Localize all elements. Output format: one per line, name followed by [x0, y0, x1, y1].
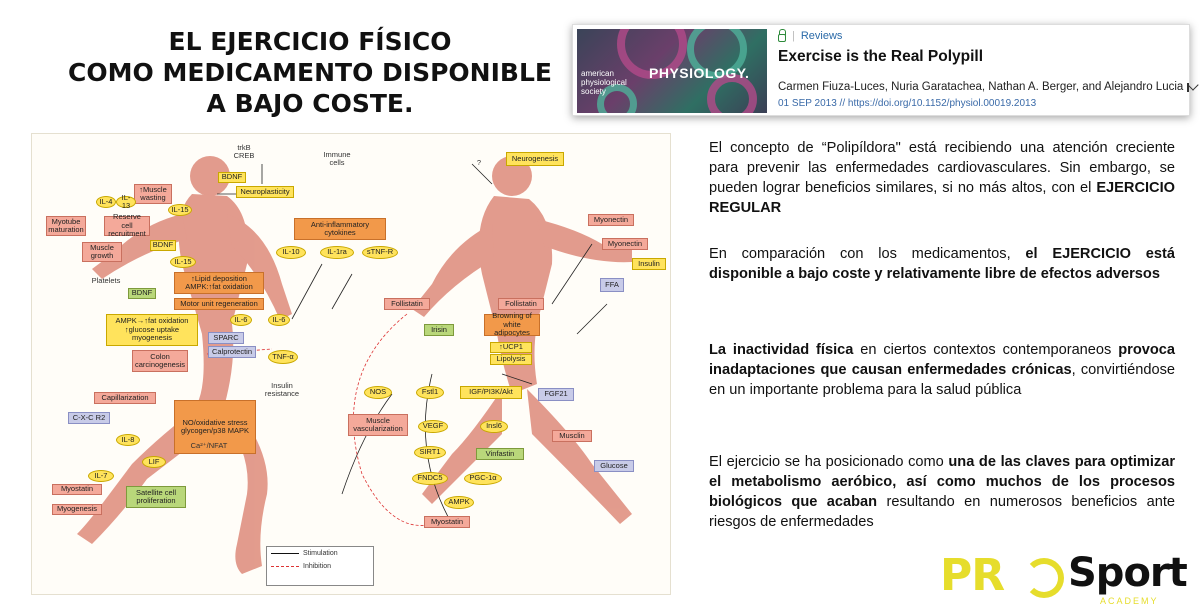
- node-insl6: Insl6: [480, 420, 508, 433]
- paragraph-4: El ejercicio se ha posicionado como una de las claves para optimizar el metabolismo aeróbico, así como muchos de los procesos biológicos que acaban resultando en numerosos beneficios ante riesgos de enfermedades: [709, 454, 1175, 530]
- node-musclin: Musclin: [552, 430, 592, 442]
- node-no-oxidative-stress: NO/oxidative stress glycogen/p38 MAPK: [174, 400, 256, 454]
- node-fstl1: Fstl1: [416, 386, 444, 399]
- node-il4: IL-4: [96, 196, 116, 208]
- node-igf-pi3k-akt: IGF/PI3K/Akt: [460, 386, 522, 399]
- node-muscle-vascularization: Muscle vascularization: [348, 414, 408, 436]
- node-motor-unit: Motor unit regeneration: [174, 298, 264, 310]
- node-stnfr: sTNF-R: [362, 246, 398, 259]
- node-vinfastin: Vinfastin: [476, 448, 524, 460]
- node-lipid-deposition: ↑Lipid deposition AMPK:↑fat oxidation: [174, 272, 264, 294]
- node-myonectin-1: Myonectin: [588, 214, 634, 226]
- node-colon-carcinogenesis: Colon carcinogenesis: [132, 350, 188, 372]
- node-bdnf-3: BDNF: [128, 288, 156, 299]
- node-myonectin-2: Myonectin: [602, 238, 648, 250]
- node-fndc5: FNDC5: [412, 472, 448, 485]
- node-il1ra: IL-1ra: [320, 246, 354, 259]
- node-follistatin-2: Follistatin: [498, 298, 544, 310]
- label-immune-cells: Immune cells: [323, 149, 351, 167]
- node-muscle-wasting: ↑Muscle wasting: [134, 184, 172, 204]
- node-calprotectin: Calprotectin: [208, 346, 256, 358]
- section-label[interactable]: Reviews: [800, 30, 843, 42]
- node-pgc1a: PGC-1α: [464, 472, 502, 485]
- node-satellite-cell: Satellite cell proliferation: [126, 486, 186, 508]
- publisher-name: american physiological society: [581, 69, 627, 96]
- node-capillarization: Capillarization: [94, 392, 156, 404]
- node-ucp1: ↑UCP1: [490, 342, 532, 353]
- date-separator: //: [839, 98, 846, 109]
- exercise-myokine-diagram: [31, 133, 671, 595]
- title-line-1: EL EJERCICIO FÍSICO: [168, 27, 452, 56]
- node-bdnf-2: BDNF: [150, 240, 176, 251]
- node-neuroplasticity: Neuroplasticity: [236, 186, 294, 198]
- node-glucose: Glucose: [594, 460, 634, 472]
- node-il10: IL-10: [276, 246, 306, 259]
- node-il15-a: IL-15: [168, 204, 192, 216]
- title-line-2: COMO MEDICAMENTO DISPONIBLE: [68, 58, 552, 87]
- node-nos: NOS: [364, 386, 392, 399]
- node-myogenesis: Myogenesis: [52, 504, 102, 515]
- node-il6-a: IL-6: [230, 314, 252, 326]
- node-muscle-growth: Muscle growth: [82, 242, 122, 262]
- node-insulin: Insulin: [632, 258, 666, 270]
- node-ampk-fat-oxidation: AMPK→↑fat oxidation ↑glucose uptake myogenesis: [106, 314, 198, 346]
- node-irisin: Irisin: [424, 324, 454, 336]
- title-line-3: A BAJO COSTE.: [206, 89, 414, 118]
- node-myotube-maturation: Myotube maturation: [46, 216, 86, 236]
- node-anti-inflammatory: Anti-inflammatory cytokines: [294, 218, 386, 240]
- node-il7: IL-7: [88, 470, 114, 482]
- node-il15-b: IL-15: [170, 256, 196, 268]
- node-fgf21: FGF21: [538, 388, 574, 401]
- lock-icon: [778, 34, 786, 42]
- node-browning: Browning of white adipocytes: [484, 314, 540, 336]
- node-lif: LIF: [142, 456, 166, 468]
- node-il13: IL-13: [116, 196, 136, 208]
- page-title: [60, 26, 560, 119]
- paragraph-3: La inactividad física en ciertos contextos contemporaneos provoca inadaptaciones que causan enfermedades crónicas, convirtiéndose en un importante problema para la salud pública: [709, 342, 1175, 398]
- node-bdnf-1: BDNF: [218, 172, 246, 183]
- paper-card[interactable]: american physiological society PHYSIOLOGY. | Reviews Exercise is the Real Polypill Carmen Fiuza-Luces, Nuria Garatachea, Nathan A. Berger, and Alejandro Lucia 01 SEP 2013 // https://doi.org/10.1152/physiol.00019.2013: [572, 24, 1190, 116]
- node-neurogenesis: Neurogenesis: [506, 152, 564, 166]
- node-lipolysis: Lipolysis: [490, 354, 532, 365]
- node-vegf: VEGF: [418, 420, 448, 433]
- node-tnfa: TNF-α: [268, 350, 298, 364]
- paper-date: 01 SEP 2013: [778, 98, 837, 109]
- node-il6-b: IL-6: [268, 314, 290, 326]
- node-reserve-cell: Reserve cell recruitment: [104, 216, 150, 236]
- node-myostatin-2: Myostatin: [424, 516, 470, 528]
- mail-icon[interactable]: [1187, 83, 1189, 92]
- paragraph-2: En comparación con los medicamentos, el EJERCICIO está disponible a bajo coste y relativamente libre de efectos adversos: [709, 246, 1175, 282]
- label-question: ?: [476, 157, 482, 167]
- node-ampk-2: AMPK: [444, 496, 474, 509]
- legend-inhibition: Inhibition: [303, 563, 332, 570]
- node-il8: IL-8: [116, 434, 140, 446]
- node-sirt1: SIRT1: [414, 446, 446, 459]
- node-follistatin-1: Follistatin: [384, 298, 430, 310]
- label-insulin-resistance: Insulin resistance: [264, 380, 300, 398]
- label-platelets: Platelets: [91, 275, 121, 285]
- paper-authors: Carmen Fiuza-Luces, Nuria Garatachea, Nathan A. Berger, and Alejandro Lucia: [778, 81, 1184, 93]
- doi-link[interactable]: https://doi.org/10.1152/physiol.00019.2013: [847, 98, 1037, 109]
- paper-title[interactable]: Exercise is the Real Polypill: [778, 48, 984, 65]
- label-trkb-creb: trkB CREB: [233, 142, 255, 160]
- label-ca-nfat: Ca²⁺/NFAT: [190, 440, 228, 450]
- diagram-legend: [266, 546, 374, 586]
- legend-stimulation: Stimulation: [303, 550, 338, 557]
- journal-name: PHYSIOLOGY.: [649, 65, 750, 81]
- node-cxcr2: C-X-C R2: [68, 412, 110, 424]
- node-ffa: FFA: [600, 278, 624, 292]
- node-myostatin-1: Myostatin: [52, 484, 102, 495]
- paragraph-1: El concepto de “Polipíldora" está recibiendo una atención creciente para prevenir las enfermedades cardiovasculares. Sin embargo, se pueden lograr beneficios similares, si no más altos, con el EJERCICIO REGULAR: [709, 140, 1175, 216]
- node-sparc: SPARC: [208, 332, 244, 344]
- prosport-logo: PR Sport ACADEMY: [940, 550, 1187, 606]
- journal-thumbnail[interactable]: [577, 29, 767, 113]
